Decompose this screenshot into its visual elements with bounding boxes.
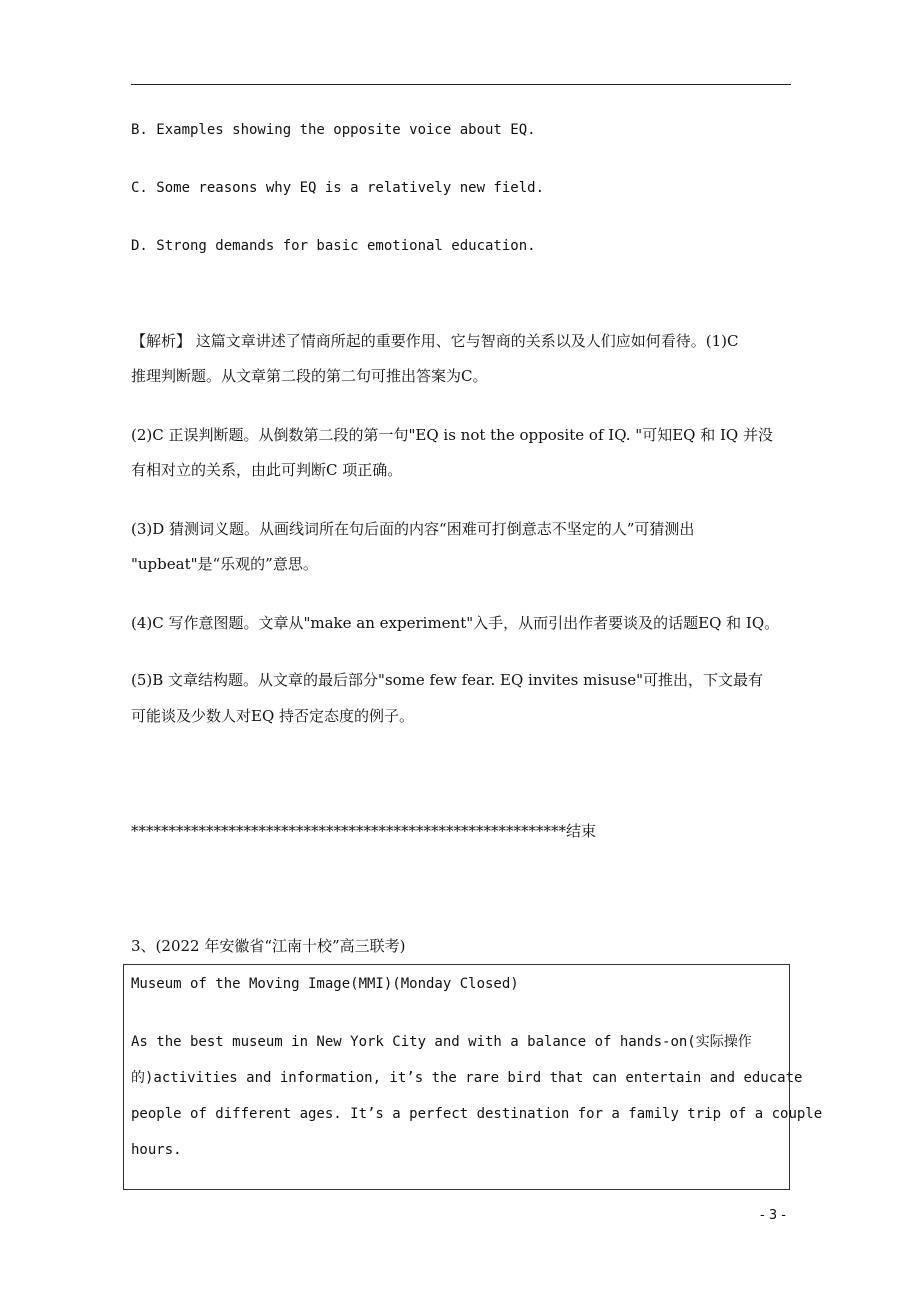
- passage-line-3: people of different ages. It’s a perfect destination for a family trip of a couple: [131, 1106, 823, 1122]
- header-rule: [131, 84, 791, 85]
- passage-title: Museum of the Moving Image(MMI)(Monday Closed): [131, 976, 519, 992]
- question-3-heading: 3、(2022 年安徽省“江南十校”高三联考): [131, 937, 406, 955]
- analysis-paragraph-4-line-1: (4)C 写作意图题。文章从"make an experiment"入手，从而引出作者要谈及的话题EQ 和 IQ。: [131, 614, 780, 632]
- option-c: C. Some reasons why EQ is a relatively new field.: [131, 180, 545, 196]
- end-separator: **********************************************************结束: [131, 822, 597, 840]
- analysis-paragraph-1-line-1: 【解析】 这篇文章讲述了情商所起的重要作用、它与智商的关系以及人们应如何看待。(1)C: [131, 332, 739, 350]
- option-d: D. Strong demands for basic emotional education.: [131, 238, 536, 254]
- analysis-paragraph-5-line-2: 可能谈及少数人对EQ 持否定态度的例子。: [131, 707, 415, 725]
- analysis-paragraph-2-line-1: (2)C 正误判断题。从倒数第二段的第一句"EQ is not the opposite of IQ. "可知EQ 和 IQ 并没: [131, 426, 773, 444]
- analysis-paragraph-3-line-1: (3)D 猜测词义题。从画线词所在句后面的内容“困难可打倒意志不坚定的人”可猜测出: [131, 520, 695, 538]
- analysis-paragraph-2-line-2: 有相对立的关系，由此可判断C 项正确。: [131, 461, 403, 479]
- page-number: - 3 -: [760, 1208, 786, 1223]
- analysis-paragraph-5-line-1: (5)B 文章结构题。从文章的最后部分"some few fear. EQ invites misuse"可推出，下文最有: [131, 671, 763, 689]
- passage-line-4: hours.: [131, 1142, 182, 1158]
- analysis-paragraph-3-line-2: "upbeat"是“乐观的”意思。: [131, 555, 318, 573]
- passage-line-1: As the best museum in New York City and with a balance of hands-on(实际操作: [131, 1034, 752, 1050]
- passage-line-2: 的)activities and information, it’s the rare bird that can entertain and educate: [131, 1070, 803, 1086]
- analysis-paragraph-1-line-2: 推理判断题。从文章第二段的第二句可推出答案为C。: [131, 367, 488, 385]
- option-b: B. Examples showing the opposite voice about EQ.: [131, 122, 536, 138]
